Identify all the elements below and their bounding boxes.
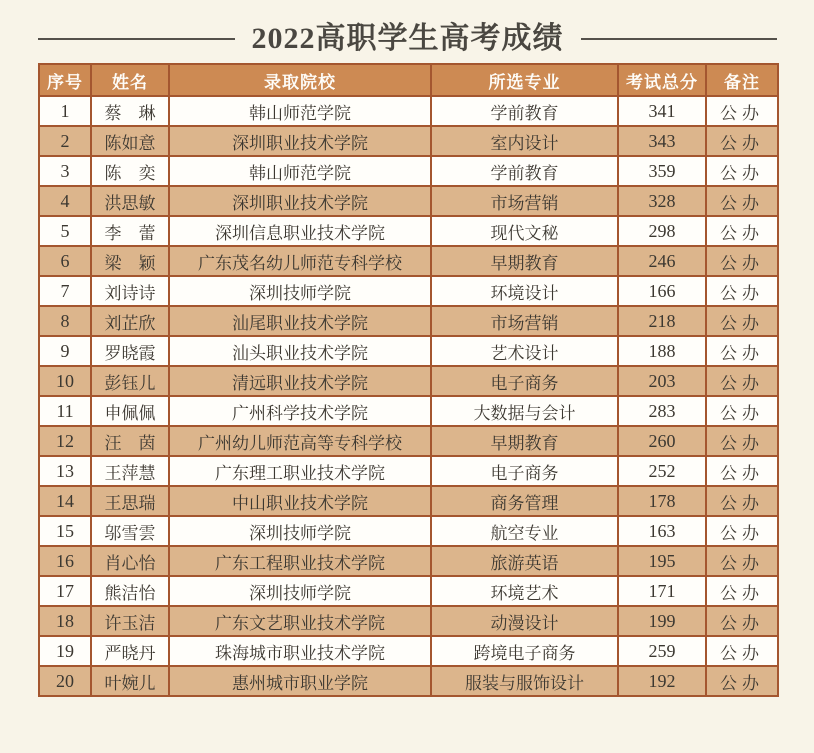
table-row (39, 336, 778, 366)
table-row (39, 636, 778, 666)
cell-index: 15 (39, 516, 91, 546)
cell-score: 192 (618, 666, 706, 696)
table-row (39, 216, 778, 246)
cell-score: 203 (618, 366, 706, 396)
cell-index: 7 (39, 276, 91, 306)
cell-remark: 公办 (706, 426, 778, 456)
cell-major: 跨境电子商务 (431, 636, 618, 666)
cell-remark: 公办 (706, 216, 778, 246)
cell-remark: 公办 (706, 606, 778, 636)
cell-index: 18 (39, 606, 91, 636)
cell-major: 旅游英语 (431, 546, 618, 576)
table-row (39, 666, 778, 696)
cell-index: 2 (39, 126, 91, 156)
cell-index: 11 (39, 396, 91, 426)
cell-remark: 公办 (706, 126, 778, 156)
cell-remark: 公办 (706, 666, 778, 696)
cell-name: 邬雪雲 (91, 516, 169, 546)
results-table-header (39, 64, 778, 96)
table-row (39, 186, 778, 216)
cell-remark: 公办 (706, 366, 778, 396)
cell-name: 陈如意 (91, 126, 169, 156)
cell-school: 广州科学技术学院 (169, 396, 431, 426)
column-header-school: 录取院校 (169, 64, 431, 96)
cell-major: 电子商务 (431, 366, 618, 396)
table-row (39, 96, 778, 126)
table-row (39, 516, 778, 546)
title-rule-right (581, 38, 778, 40)
cell-index: 16 (39, 546, 91, 576)
cell-score: 171 (618, 576, 706, 606)
cell-index: 12 (39, 426, 91, 456)
cell-remark: 公办 (706, 546, 778, 576)
cell-name: 叶婉儿 (91, 666, 169, 696)
page-title: 2022高职学生高考成绩 (251, 22, 564, 55)
header-row (39, 64, 778, 96)
cell-school: 中山职业技术学院 (169, 486, 431, 516)
cell-remark: 公办 (706, 186, 778, 216)
table-row (39, 546, 778, 576)
cell-score: 283 (618, 396, 706, 426)
cell-major: 早期教育 (431, 426, 618, 456)
table-row (39, 426, 778, 456)
cell-remark: 公办 (706, 516, 778, 546)
title-rule-left (38, 38, 235, 40)
cell-index: 9 (39, 336, 91, 366)
cell-score: 188 (618, 336, 706, 366)
cell-score: 328 (618, 186, 706, 216)
cell-major: 航空专业 (431, 516, 618, 546)
cell-name: 李 蕾 (91, 216, 169, 246)
cell-index: 17 (39, 576, 91, 606)
cell-index: 10 (39, 366, 91, 396)
table-row (39, 456, 778, 486)
cell-major: 动漫设计 (431, 606, 618, 636)
results-table (38, 63, 779, 697)
cell-score: 298 (618, 216, 706, 246)
cell-remark: 公办 (706, 306, 778, 336)
cell-name: 申佩佩 (91, 396, 169, 426)
cell-major: 电子商务 (431, 456, 618, 486)
cell-name: 洪思敏 (91, 186, 169, 216)
table-row (39, 576, 778, 606)
table-row (39, 306, 778, 336)
title-block (38, 21, 777, 57)
cell-major: 环境设计 (431, 276, 618, 306)
cell-major: 艺术设计 (431, 336, 618, 366)
cell-score: 259 (618, 636, 706, 666)
cell-score: 246 (618, 246, 706, 276)
cell-score: 341 (618, 96, 706, 126)
cell-school: 深圳职业技术学院 (169, 126, 431, 156)
table-row (39, 276, 778, 306)
column-header-name: 姓名 (91, 64, 169, 96)
cell-index: 13 (39, 456, 91, 486)
cell-index: 20 (39, 666, 91, 696)
cell-name: 蔡 琳 (91, 96, 169, 126)
cell-remark: 公办 (706, 156, 778, 186)
cell-remark: 公办 (706, 96, 778, 126)
cell-index: 4 (39, 186, 91, 216)
cell-remark: 公办 (706, 456, 778, 486)
cell-school: 深圳信息职业技术学院 (169, 216, 431, 246)
cell-index: 8 (39, 306, 91, 336)
cell-name: 彭钰儿 (91, 366, 169, 396)
cell-major: 市场营销 (431, 306, 618, 336)
cell-remark: 公办 (706, 246, 778, 276)
cell-remark: 公办 (706, 576, 778, 606)
cell-school: 韩山师范学院 (169, 156, 431, 186)
cell-major: 室内设计 (431, 126, 618, 156)
table-row (39, 366, 778, 396)
cell-score: 195 (618, 546, 706, 576)
cell-name: 许玉洁 (91, 606, 169, 636)
cell-index: 5 (39, 216, 91, 246)
cell-name: 刘芷欣 (91, 306, 169, 336)
cell-score: 163 (618, 516, 706, 546)
cell-name: 肖心怡 (91, 546, 169, 576)
cell-name: 梁 颖 (91, 246, 169, 276)
column-header-score: 考试总分 (618, 64, 706, 96)
column-header-remark: 备注 (706, 64, 778, 96)
cell-school: 惠州城市职业学院 (169, 666, 431, 696)
cell-major: 市场营销 (431, 186, 618, 216)
cell-major: 环境艺术 (431, 576, 618, 606)
cell-score: 260 (618, 426, 706, 456)
cell-name: 陈 奕 (91, 156, 169, 186)
table-row (39, 246, 778, 276)
cell-school: 汕头职业技术学院 (169, 336, 431, 366)
cell-school: 广东茂名幼儿师范专科学校 (169, 246, 431, 276)
cell-school: 广州幼儿师范高等专科学校 (169, 426, 431, 456)
cell-school: 深圳职业技术学院 (169, 186, 431, 216)
cell-index: 14 (39, 486, 91, 516)
cell-school: 韩山师范学院 (169, 96, 431, 126)
results-table-body (39, 96, 778, 696)
cell-major: 学前教育 (431, 96, 618, 126)
cell-remark: 公办 (706, 486, 778, 516)
cell-score: 218 (618, 306, 706, 336)
cell-score: 343 (618, 126, 706, 156)
cell-remark: 公办 (706, 636, 778, 666)
cell-major: 学前教育 (431, 156, 618, 186)
cell-score: 199 (618, 606, 706, 636)
cell-score: 359 (618, 156, 706, 186)
table-row (39, 606, 778, 636)
cell-school: 深圳技师学院 (169, 576, 431, 606)
cell-school: 深圳技师学院 (169, 516, 431, 546)
cell-name: 罗晓霞 (91, 336, 169, 366)
cell-major: 早期教育 (431, 246, 618, 276)
cell-name: 刘诗诗 (91, 276, 169, 306)
cell-school: 广东工程职业技术学院 (169, 546, 431, 576)
cell-school: 广东文艺职业技术学院 (169, 606, 431, 636)
cell-remark: 公办 (706, 276, 778, 306)
cell-name: 熊洁怡 (91, 576, 169, 606)
cell-index: 6 (39, 246, 91, 276)
table-row (39, 396, 778, 426)
cell-major: 服装与服饰设计 (431, 666, 618, 696)
column-header-major: 所选专业 (431, 64, 618, 96)
column-header-index: 序号 (39, 64, 91, 96)
cell-name: 王萍慧 (91, 456, 169, 486)
table-row (39, 156, 778, 186)
cell-index: 19 (39, 636, 91, 666)
table-row (39, 126, 778, 156)
cell-school: 汕尾职业技术学院 (169, 306, 431, 336)
table-row (39, 486, 778, 516)
cell-major: 大数据与会计 (431, 396, 618, 426)
cell-remark: 公办 (706, 396, 778, 426)
cell-major: 现代文秘 (431, 216, 618, 246)
cell-score: 178 (618, 486, 706, 516)
cell-score: 166 (618, 276, 706, 306)
cell-score: 252 (618, 456, 706, 486)
cell-major: 商务管理 (431, 486, 618, 516)
cell-index: 3 (39, 156, 91, 186)
cell-name: 严晓丹 (91, 636, 169, 666)
cell-name: 王思瑞 (91, 486, 169, 516)
cell-school: 珠海城市职业技术学院 (169, 636, 431, 666)
cell-remark: 公办 (706, 336, 778, 366)
cell-school: 深圳技师学院 (169, 276, 431, 306)
cell-name: 汪 茵 (91, 426, 169, 456)
cell-index: 1 (39, 96, 91, 126)
cell-school: 清远职业技术学院 (169, 366, 431, 396)
cell-school: 广东理工职业技术学院 (169, 456, 431, 486)
